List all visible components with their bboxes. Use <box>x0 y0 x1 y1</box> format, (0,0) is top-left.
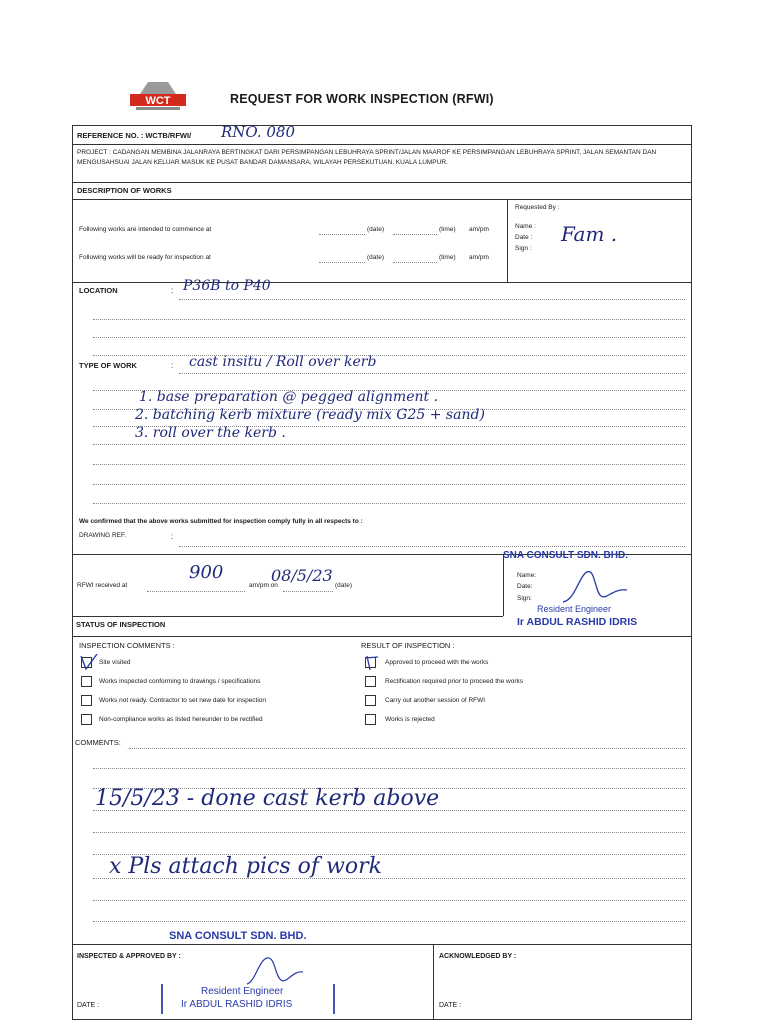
drawing-ref-colon: : <box>171 532 174 541</box>
footer-date-label-right: DATE : <box>439 1002 462 1009</box>
checkbox-works-not-ready[interactable] <box>81 695 92 706</box>
comment-option-3: Works not ready. Contractor to set new date for inspection <box>99 697 267 704</box>
work-step-1: 1. base preparation @ pegged alignment . <box>139 389 439 405</box>
status-heading: STATUS OF INSPECTION <box>76 620 166 629</box>
received-name-label: Name: <box>517 572 537 579</box>
checkbox-approved[interactable] <box>365 657 376 668</box>
commence-ampm: am/pm <box>469 226 489 233</box>
wct-logo <box>128 80 188 114</box>
description-heading: DESCRIPTION OF WORKS <box>77 186 172 195</box>
commence-date-unit: (date) <box>367 226 384 233</box>
received-sign-label: Sign: <box>517 595 532 602</box>
received-date: 08/5/23 <box>271 566 333 585</box>
type-of-work-label: TYPE OF WORK <box>79 361 137 370</box>
logo-text: WCT <box>145 95 171 107</box>
ready-ampm: am/pm <box>469 254 489 261</box>
project-text: PROJECT : CADANGAN MEMBINA JALANRAYA BERTINGKAT DARI PERSIMPANGAN LEBUHRAYA SPRINT/JALAN MAAROF KE PERSIMPANGAN LEBUHRAYA SPRINT, JALAN SEMANTAN DAN MENGUSAHSUAI JALAN KELUAR MASUK KE PUSAT BANDAR DAMANSARA, WILAYAH PERSEKUTUAN, KUALA LUMPUR. <box>77 149 657 166</box>
inspection-comments-heading: INSPECTION COMMENTS : <box>79 641 175 650</box>
footer-date-label-left: DATE : <box>77 1002 100 1009</box>
inspected-approved-label: INSPECTED & APPROVED BY : <box>77 953 181 960</box>
ready-label: Following works will be ready for inspection at <box>79 254 211 261</box>
engineer-title-top: Resident Engineer <box>537 604 612 614</box>
received-label: RFWI received at <box>77 582 128 589</box>
ready-date-unit: (date) <box>367 254 384 261</box>
engineer-name-top: Ir ABDUL RASHID IDRIS <box>517 616 638 628</box>
footer-stamp-title: Resident Engineer <box>201 986 284 997</box>
reference-label: REFERENCE NO. : WCTB/RFWI/ <box>77 131 192 140</box>
checkbox-works-conforming[interactable] <box>81 676 92 687</box>
reference-value: RNO. 080 <box>221 123 296 141</box>
requested-sign-label: Sign : <box>515 245 532 252</box>
requester-signature: Fam . <box>561 222 618 246</box>
received-date-unit: (date) <box>335 582 352 589</box>
work-step-3: 3. roll over the kerb . <box>135 425 286 441</box>
comment-option-4: Non-compliance works as listed hereunder to be rectified <box>99 716 263 723</box>
confirm-text: We confirmed that the above works submitted for inspection comply fully in all respects to : <box>79 518 363 525</box>
commence-label: Following works are intended to commence at <box>79 226 212 233</box>
requested-by-label: Requested By : <box>515 204 560 211</box>
result-option-3: Carry out another session of RFWI <box>385 697 486 704</box>
received-ampm-on: am/pm on <box>249 582 278 589</box>
checkbox-non-compliance[interactable] <box>81 714 92 725</box>
checkbox-rectification[interactable] <box>365 676 376 687</box>
consultant-stamp-bottom: SNA CONSULT SDN. BHD. <box>169 930 307 942</box>
received-date-label: Date: <box>517 583 533 590</box>
work-step-2: 2. batching kerb mixture (ready mix G25 + sand) <box>135 407 485 423</box>
footer-stamp-name: Ir ABDUL RASHID IDRIS <box>181 999 293 1010</box>
checkbox-rejected[interactable] <box>365 714 376 725</box>
result-option-4: Works is rejected <box>385 716 435 723</box>
acknowledged-label: ACKNOWLEDGED BY : <box>439 953 517 960</box>
location-label: LOCATION <box>79 286 118 295</box>
consultant-stamp-top: SNA CONSULT SDN. BHD. <box>503 550 628 561</box>
requested-date-label: Date : <box>515 234 533 241</box>
type-of-work-colon: : <box>171 361 174 370</box>
check-mark-icon <box>80 654 98 670</box>
commence-time-unit: (time) <box>439 226 456 233</box>
result-option-1: Approved to proceed with the works <box>385 659 489 666</box>
rfwi-form <box>72 125 692 1020</box>
checkbox-site-visited[interactable] <box>81 657 92 668</box>
checkbox-another-session[interactable] <box>365 695 376 706</box>
comment-option-1: Site visited <box>99 659 131 666</box>
tick-mark-icon <box>364 655 380 671</box>
ready-time-unit: (time) <box>439 254 456 261</box>
type-of-work-value: cast insitu / Roll over kerb <box>189 354 377 370</box>
comment-line-1: 15/5/23 - done cast kerb above <box>95 786 440 811</box>
comment-line-2: x Pls attach pics of work <box>109 854 382 879</box>
result-heading: RESULT OF INSPECTION : <box>361 641 455 650</box>
location-value: P36B to P40 <box>183 278 271 294</box>
received-time: 900 <box>189 562 224 583</box>
result-option-2: Rectification required prior to proceed the works <box>385 678 524 685</box>
drawing-ref-label: DRAWING REF. <box>79 532 127 539</box>
form-title: REQUEST FOR WORK INSPECTION (RFWI) <box>230 92 494 106</box>
comments-label: COMMENTS: <box>75 738 121 747</box>
location-colon: : <box>171 286 174 295</box>
requested-name-label: Name : <box>515 223 536 230</box>
comment-option-2: Works inspected conforming to drawings / specifications <box>99 678 261 685</box>
